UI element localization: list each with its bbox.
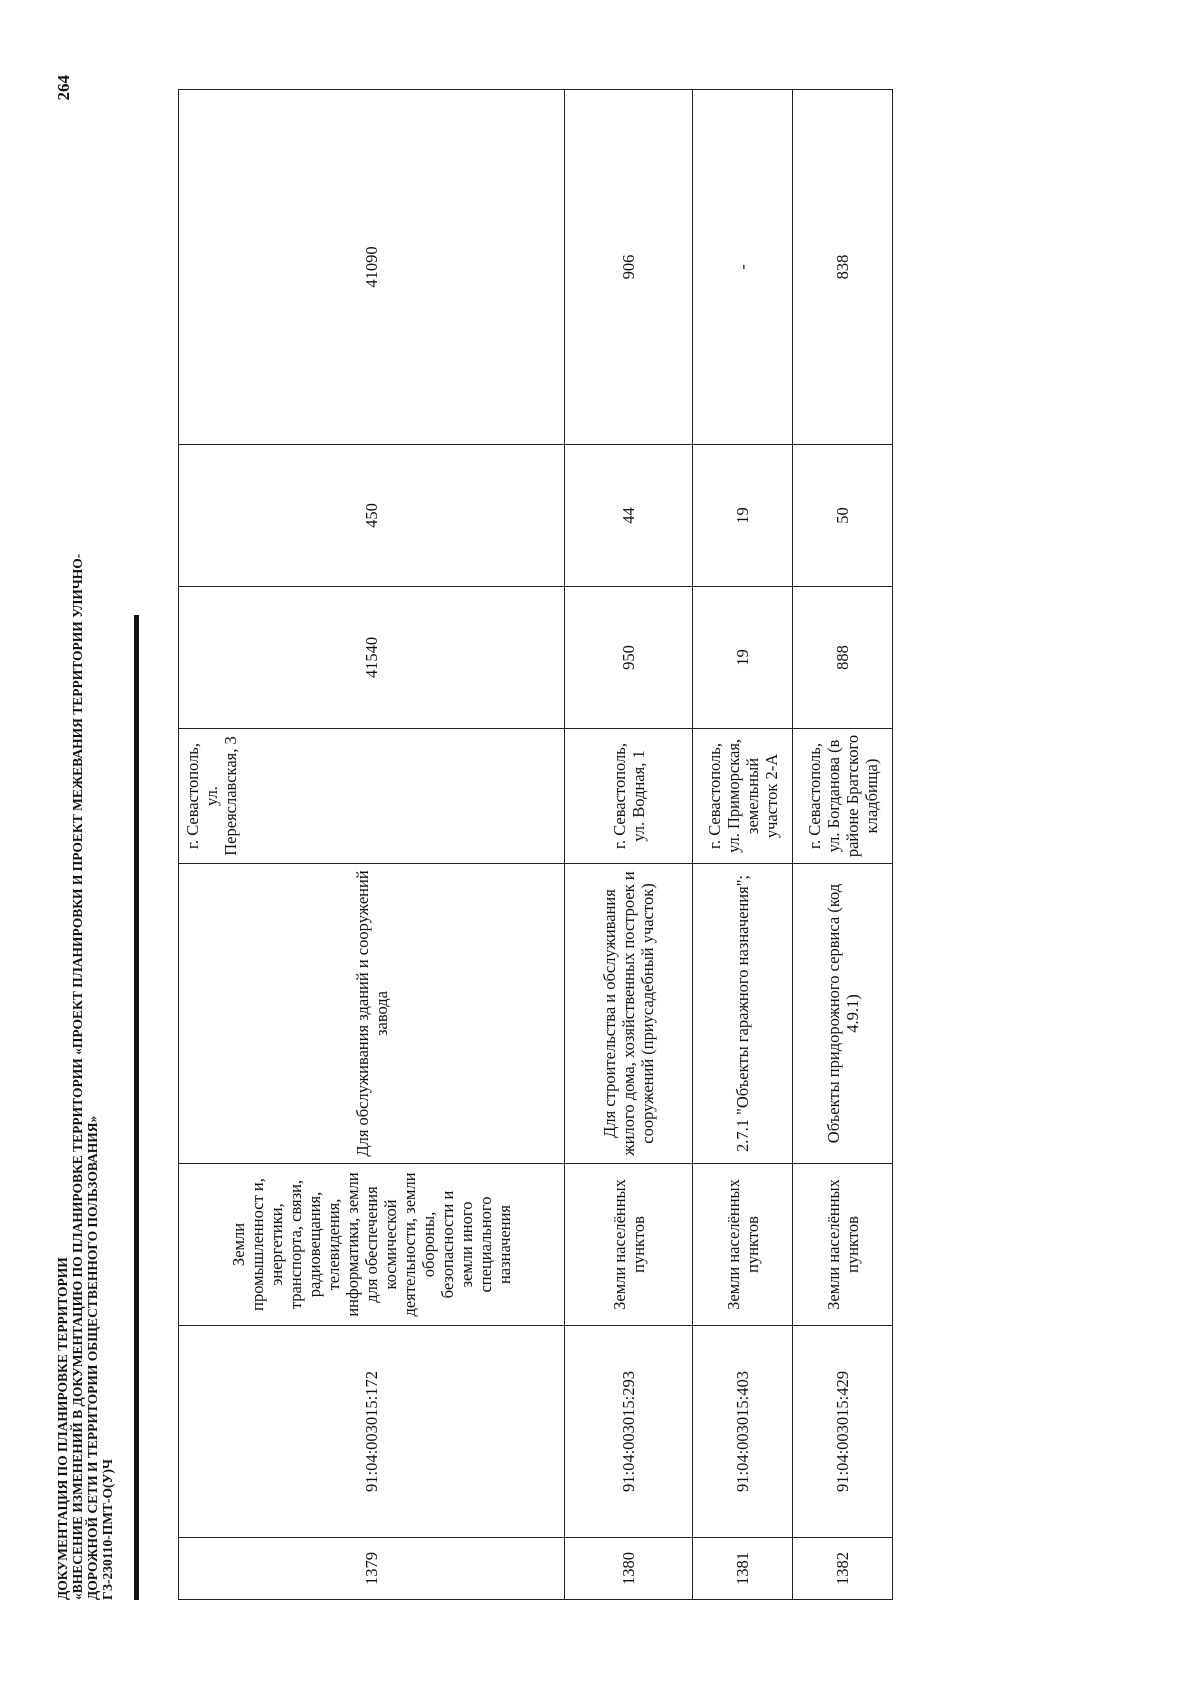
land-category: Земли населённых пунктов (565, 1164, 693, 1326)
address: г. Севастополь, ул. Водная, 1 (565, 729, 693, 864)
permitted-use: Для строительства и обслуживания жилого дома, хозяйственных построек и сооружений (приусадебный участок) (565, 864, 693, 1164)
table-row (179, 90, 565, 1600)
permitted-use: Для обслуживания зданий и сооружений завода (179, 864, 565, 1164)
area-a: 450 (179, 445, 565, 587)
address: г. Севастополь, ул. Переяславская, 3 (179, 729, 565, 864)
cadastral-number: 91:04:003015:403 (693, 1326, 793, 1538)
permitted-use: 2.7.1 "Объекты гаражного назначения"; (693, 864, 793, 1164)
area-total: 950 (565, 587, 693, 729)
area-total: 888 (793, 587, 893, 729)
row-number: 1381 (693, 1538, 793, 1600)
header-line-1: ДОКУМЕНТАЦИЯ ПО ПЛАНИРОВКЕ ТЕРРИТОРИИ (55, 1257, 70, 1600)
header-line-2: «ВНЕСЕНИЕ ИЗМЕНЕНИЙ В ДОКУМЕНТАЦИЮ ПО ПЛАНИРОВКЕ ТЕРРИТОРИИ «ПРОЕКТ ПЛАНИРОВКИ И ПРОЕКТ МЕЖЕВАНИЯ ТЕРРИТОРИИ УЛИЧНО- (70, 553, 85, 1600)
row-number: 1379 (179, 1538, 565, 1600)
cadastral-number: 91:04:003015:293 (565, 1326, 693, 1538)
address: г. Севастополь, ул. Богданова (в районе Братского кладбища) (793, 729, 893, 864)
permitted-use: Объекты придорожного сервиса (код 4.9.1) (793, 864, 893, 1164)
land-category: Земли населённых пунктов (693, 1164, 793, 1326)
header-line-3: ДОРОЖНОЙ СЕТИ И ТЕРРИТОРИИ ОБЩЕСТВЕННОГО ПОЛЬЗОВАНИЯ» (85, 1115, 100, 1600)
area-b: - (693, 90, 793, 445)
area-b: 906 (565, 90, 693, 445)
address: г. Севастополь, ул. Приморская, земельный участок 2-А (693, 729, 793, 864)
area-b: 838 (793, 90, 893, 445)
area-b: 41090 (179, 90, 565, 445)
table-row (565, 90, 693, 1600)
area-a: 50 (793, 445, 893, 587)
land-category: Земли населённых пунктов (793, 1164, 893, 1326)
header-line-4: ГЗ-230110-ПМТ-О(У)Ч (100, 1459, 115, 1600)
table-row (793, 90, 893, 1600)
page-number: 264 (54, 75, 73, 101)
row-number: 1382 (793, 1538, 893, 1600)
row-number: 1380 (565, 1538, 693, 1600)
land-plots-table (178, 89, 893, 1600)
area-a: 19 (693, 445, 793, 587)
cadastral-number: 91:04:003015:429 (793, 1326, 893, 1538)
table-row (693, 90, 793, 1600)
cadastral-number: 91:04:003015:172 (179, 1326, 565, 1538)
area-total: 19 (693, 587, 793, 729)
header-rule (134, 615, 139, 1600)
area-total: 41540 (179, 587, 565, 729)
area-a: 44 (565, 445, 693, 587)
land-category: Земли промышленност и, энергетики, транспорта, связи, радиовещания, телевидения, информатики, земли для обеспечения космической деятельности, земли обороны, безопасности и земли иного специального назначения (179, 1164, 565, 1326)
rotated-page (50, 60, 930, 1620)
document-header (55, 130, 115, 1600)
